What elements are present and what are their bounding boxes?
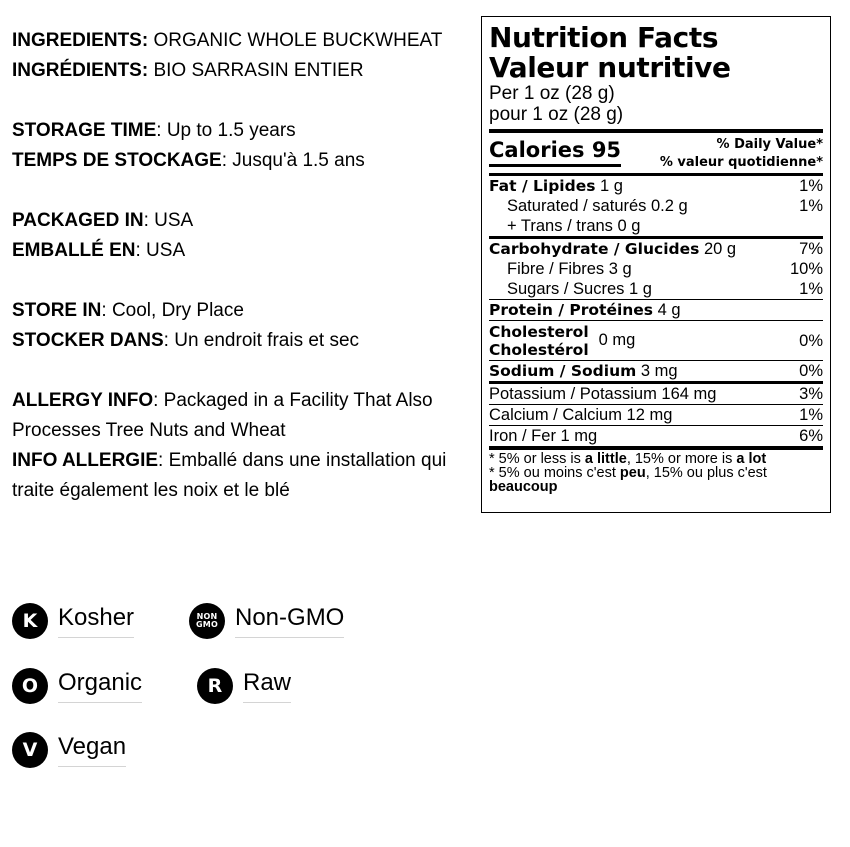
organic-badge (12, 668, 142, 704)
nutrition-title-en: Nutrition Facts (489, 21, 719, 54)
calories-row (489, 133, 823, 173)
organic-label: Organic (58, 669, 142, 703)
packaged-fr: EMBALLÉ EN: USA (12, 240, 186, 261)
allergy-fr: INFO ALLERGIE: Emballé dans une installation qui traite également les noix et le blé (12, 450, 447, 501)
sugars-row: Sugars / Sucres 1 g 1% (489, 279, 823, 300)
ingredients-en: INGREDIENTS: ORGANIC WHOLE BUCKWHEAT (12, 30, 443, 51)
saturated-row: Saturated / saturés 0.2 g 1% (507, 197, 823, 215)
carbohydrate-row: Carbohydrate / Glucides 20 g 7% (489, 240, 823, 258)
sodium-row: Sodium / Sodium 3 mg 0% (489, 362, 823, 380)
calories-value: Calories 95 (489, 136, 621, 167)
vegan-icon: V (12, 732, 48, 768)
daily-value-header: % Daily Value* % valeur quotidienne* (659, 137, 823, 170)
kosher-icon: K (12, 603, 48, 639)
allergy-en: ALLERGY INFO: Packaged in a Facility That Also Processes Tree Nuts and Wheat (12, 390, 433, 441)
serving-en: Per 1 oz (28 g) (489, 83, 615, 104)
nongmo-label: Non-GMO (235, 604, 344, 638)
footnote-en: * 5% or less is a little, 15% or more is a lot (489, 451, 767, 467)
nutrition-facts-panel (481, 16, 831, 513)
fibre-row: Fibre / Fibres 3 g 10% (507, 260, 823, 278)
product-info (12, 26, 472, 536)
packaged-en: PACKAGED IN: USA (12, 210, 194, 231)
packaged-group (12, 206, 472, 266)
allergy-group (12, 386, 472, 506)
vegan-label: Vegan (58, 733, 126, 767)
nutrition-title-fr: Valeur nutritive (489, 51, 731, 84)
store-en: STORE IN: Cool, Dry Place (12, 300, 244, 321)
raw-label: Raw (243, 669, 291, 703)
fat-row: Fat / Lipides 1 g 1% (489, 177, 823, 195)
iron-row: Iron / Fer 1 mg 6% (489, 427, 823, 445)
calcium-row: Calcium / Calcium 12 mg 1% (489, 406, 823, 424)
protein-row: Protein / Protéines 4 g (489, 300, 823, 321)
store-group (12, 296, 472, 356)
kosher-label: Kosher (58, 604, 134, 638)
nongmo-icon: NON GMO (189, 603, 225, 639)
storage-time-group (12, 116, 472, 176)
raw-badge (197, 668, 291, 704)
nongmo-badge (189, 603, 344, 639)
footnote-fr: * 5% ou moins c'est peu, 15% ou plus c'est beaucoup (489, 465, 767, 495)
trans-row: + Trans / trans 0 g (507, 217, 641, 235)
ingredients-fr: INGRÉDIENTS: BIO SARRASIN ENTIER (12, 60, 364, 81)
cholesterol-row: Cholesterol Cholestérol 0 mg 0% (489, 321, 823, 361)
store-fr: STOCKER DANS: Un endroit frais et sec (12, 330, 360, 351)
storage-time-en: STORAGE TIME: Up to 1.5 years (12, 120, 296, 141)
ingredients-group (12, 26, 472, 86)
raw-icon: R (197, 668, 233, 704)
organic-icon: O (12, 668, 48, 704)
potassium-row: Potassium / Potassium 164 mg 3% (489, 385, 823, 403)
storage-time-fr: TEMPS DE STOCKAGE: Jusqu'à 1.5 ans (12, 150, 365, 171)
kosher-badge (12, 603, 134, 639)
footnote (489, 450, 823, 494)
vegan-badge (12, 732, 126, 768)
serving-fr: pour 1 oz (28 g) (489, 104, 624, 125)
